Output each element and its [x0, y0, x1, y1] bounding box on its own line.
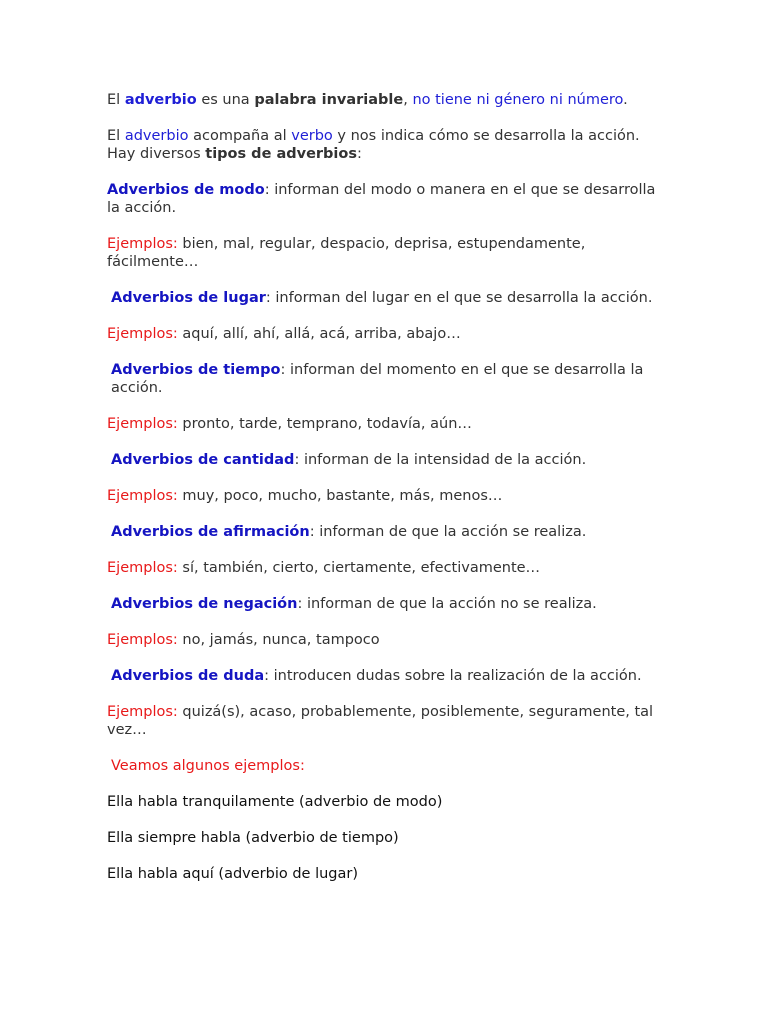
examples-label: Ejemplos: [107, 236, 178, 252]
examples-tiempo [107, 415, 667, 433]
document-body [107, 91, 667, 901]
examples-list: aquí, allí, ahí, allá, acá, arriba, abajo… [177, 326, 461, 342]
intro-paragraph-1 [107, 91, 667, 109]
type-modo [107, 181, 667, 217]
example-sentence-tiempo: Ella siempre habla (adverbio de tiempo) [107, 830, 399, 846]
examples-label: Ejemplos: [107, 704, 178, 720]
type-description: : informan del lugar en el que se desarrolla la acción. [265, 290, 653, 306]
examples-list: quizá(s), acaso, probablemente, posiblemente, seguramente, tal vez… [107, 704, 654, 738]
type-description: : informan de que la acción se realiza. [309, 524, 587, 540]
examples-negacion [107, 631, 667, 649]
example-sentence-modo: Ella habla tranquilamente (adverbio de modo) [107, 794, 443, 810]
text: . [623, 92, 628, 108]
type-heading: Adverbios de afirmación [111, 524, 310, 540]
examples-label: Ejemplos: [107, 632, 178, 648]
text: , [403, 92, 413, 108]
intro-paragraph-2 [107, 127, 667, 163]
type-description: : informan del momento en el que se desarrolla la acción. [111, 362, 644, 396]
type-afirmacion [107, 523, 667, 541]
example-sentence-lugar: Ella habla aquí (adverbio de lugar) [107, 866, 359, 882]
type-heading: Adverbios de duda [111, 668, 265, 684]
examples-list: sí, también, cierto, ciertamente, efectivamente… [177, 560, 541, 576]
examples-label: Ejemplos: [107, 488, 178, 504]
examples-list: no, jamás, nunca, tampoco [177, 632, 380, 648]
type-lugar [107, 289, 667, 307]
examples-label: Ejemplos: [107, 416, 178, 432]
term-adverbio: adverbio [124, 92, 197, 108]
examples-afirmacion [107, 559, 667, 577]
term-adverbio: adverbio [124, 128, 189, 144]
text: es una [196, 92, 255, 108]
veamos-heading: Veamos algunos ejemplos: [111, 758, 305, 774]
examples-list: muy, poco, mucho, bastante, más, menos… [177, 488, 503, 504]
term-palabra-invariable: palabra invariable [254, 92, 404, 108]
type-description: : informan del modo o manera en el que se desarrolla la acción. [107, 182, 656, 216]
highlight-genero-numero: no tiene ni género ni número [412, 92, 624, 108]
type-heading: Adverbios de negación [111, 596, 298, 612]
examples-list: bien, mal, regular, despacio, deprisa, estupendamente, fácilmente… [107, 236, 586, 270]
type-description: : informan de que la acción no se realiza. [297, 596, 597, 612]
type-heading: Adverbios de modo [107, 182, 265, 198]
type-description: : introducen dudas sobre la realización de la acción. [264, 668, 642, 684]
text: El [107, 128, 125, 144]
examples-lugar [107, 325, 667, 343]
examples-label: Ejemplos: [107, 560, 178, 576]
type-tiempo [107, 361, 667, 397]
type-heading: Adverbios de tiempo [111, 362, 281, 378]
text: : [357, 146, 362, 162]
type-negacion [107, 595, 667, 613]
examples-cantidad [107, 487, 667, 505]
type-cantidad [107, 451, 667, 469]
type-heading: Adverbios de cantidad [111, 452, 295, 468]
type-description: : informan de la intensidad de la acción. [294, 452, 587, 468]
examples-duda [107, 703, 667, 739]
examples-label: Ejemplos: [107, 326, 178, 342]
examples-modo [107, 235, 667, 271]
text: El [107, 92, 125, 108]
term-verbo: verbo [291, 128, 333, 144]
type-duda [107, 667, 667, 685]
term-tipos-adverbios: tipos de adverbios [205, 146, 357, 162]
text: y nos indica cómo se desarrolla la acción. Hay diversos [107, 128, 640, 162]
text: acompaña al [188, 128, 292, 144]
type-heading: Adverbios de lugar [111, 290, 266, 306]
examples-list: pronto, tarde, temprano, todavía, aún… [177, 416, 472, 432]
